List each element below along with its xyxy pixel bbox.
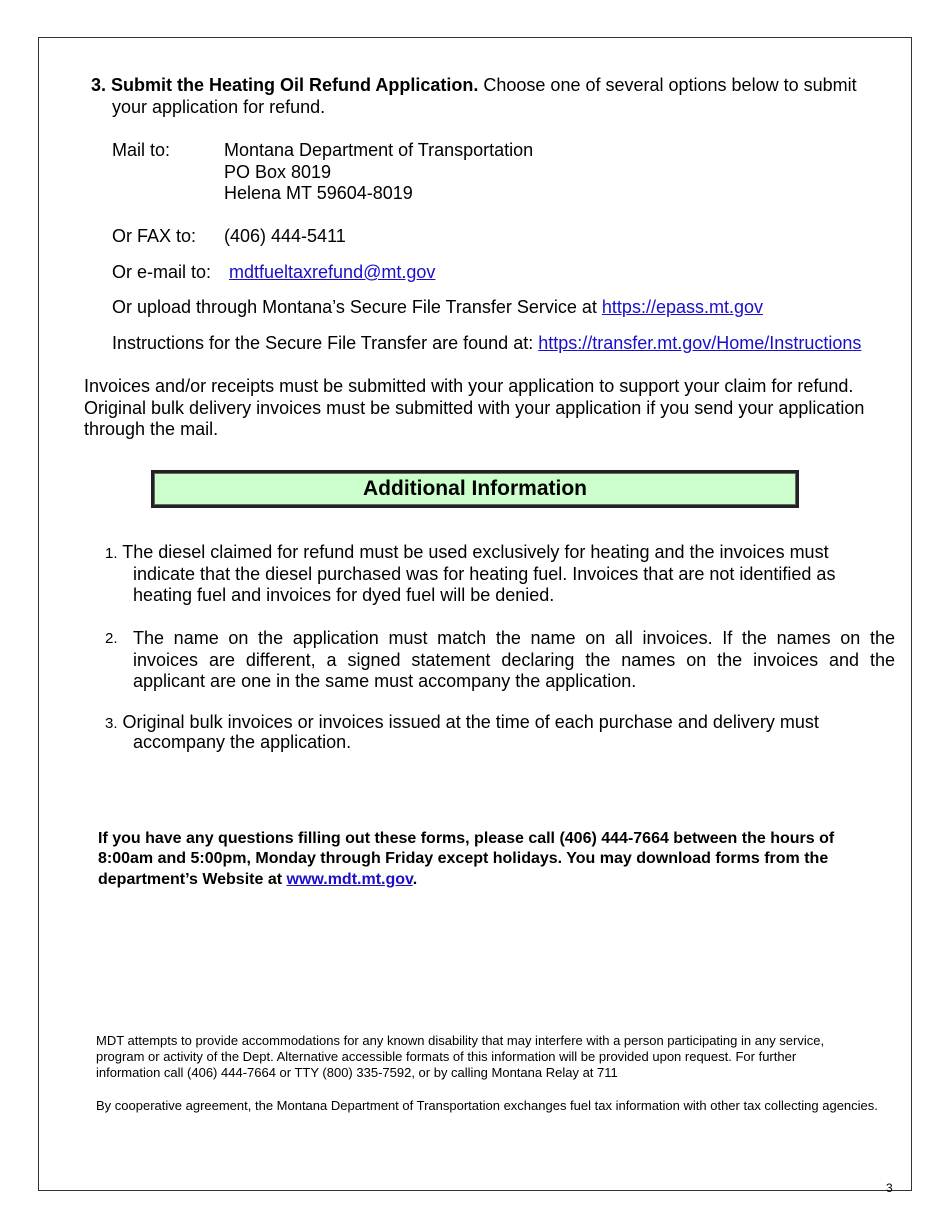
mail-address-line1: Montana Department of Transportation (224, 140, 534, 160)
item-number: 2. (105, 630, 118, 647)
item-text-line2: invoices are different, a signed statement declaring the names on the invoices and the (133, 650, 895, 670)
section-number: 3. (91, 75, 107, 95)
item-text-line2: indicate that the diesel purchased was for heating fuel. Invoices that are not identified as (133, 564, 836, 584)
disclaimer-line3: information call (406) 444-7664 or TTY (800) 335-7592, or by calling Montana Relay at 711 (96, 1065, 618, 1080)
epass-link[interactable]: https://epass.mt.gov (601, 297, 763, 317)
instructions-link[interactable]: https://transfer.mt.gov/Home/Instructions (538, 333, 862, 353)
agreement-note: By cooperative agreement, the Montana Department of Transportation exchanges fuel tax information with other tax collecting agencies. (96, 1098, 878, 1113)
mdt-website-link[interactable]: www.mdt.mt.gov (286, 871, 413, 888)
item-text: Original bulk invoices or invoices issued at the time of each purchase and delivery must (122, 712, 819, 732)
item-text: The diesel claimed for refund must be used exclusively for heating and the invoices must (122, 542, 829, 562)
disclaimer-line1: MDT attempts to provide accommodations for any known disability that may interfere with a person participating in any service, (96, 1033, 825, 1048)
invoices-note-line1: Invoices and/or receipts must be submitted with your application to support your claim for refund. (84, 376, 854, 396)
additional-info-banner (151, 470, 799, 508)
section-intro-line2: your application for refund. (112, 97, 326, 117)
questions-suffix: . (412, 871, 418, 888)
questions-prefix: department’s Website at (98, 871, 287, 888)
questions-line1: If you have any questions filling out these forms, please call (406) 444-7664 between the hours of (98, 830, 835, 847)
page-border (38, 37, 912, 1191)
questions-line3 (98, 870, 417, 890)
questions-line2: 8:00am and 5:00pm, Monday through Friday except holidays. You may download forms from the (98, 850, 829, 867)
item-text-line1: The name on the application must match the name on all invoices. If the names on the (133, 628, 895, 648)
page-number: 3 (886, 1181, 893, 1195)
mail-address-line2: PO Box 8019 (224, 162, 332, 182)
list-item (105, 541, 829, 565)
item-text-line2: accompany the application. (133, 732, 352, 752)
fax-label: Or FAX to: (112, 226, 197, 246)
section-intro: Choose one of several options below to submit (483, 75, 857, 95)
disclaimer-line2: program or activity of the Dept. Alternative accessible formats of this information will be provided upon request. For further (96, 1049, 797, 1064)
upload-text: Or upload through Montana’s Secure File Transfer Service at (112, 297, 602, 317)
item-text-line3: applicant are one in the same must accompany the application. (133, 671, 637, 691)
item-number: 3. (105, 715, 118, 732)
section-title: Submit the Heating Oil Refund Application. (111, 75, 479, 95)
invoices-note-line2: Original bulk delivery invoices must be submitted with your application if you send your application (84, 398, 865, 418)
fax-number: (406) 444-5411 (224, 226, 346, 246)
email-label: Or e-mail to: (112, 262, 212, 282)
section-3-heading (91, 74, 857, 96)
mail-label: Mail to: (112, 140, 171, 160)
additional-info-title: Additional Information (363, 477, 587, 500)
item-number: 1. (105, 545, 118, 562)
item-text-line3: heating fuel and invoices for dyed fuel will be denied. (133, 585, 555, 605)
mail-address-line3: Helena MT 59604-8019 (224, 183, 413, 203)
upload-line (112, 296, 763, 318)
email-link[interactable]: mdtfueltaxrefund@mt.gov (229, 262, 436, 282)
invoices-note-line3: through the mail. (84, 419, 219, 439)
instructions-text: Instructions for the Secure File Transfer are found at: (112, 333, 539, 353)
instructions-line (112, 332, 861, 354)
